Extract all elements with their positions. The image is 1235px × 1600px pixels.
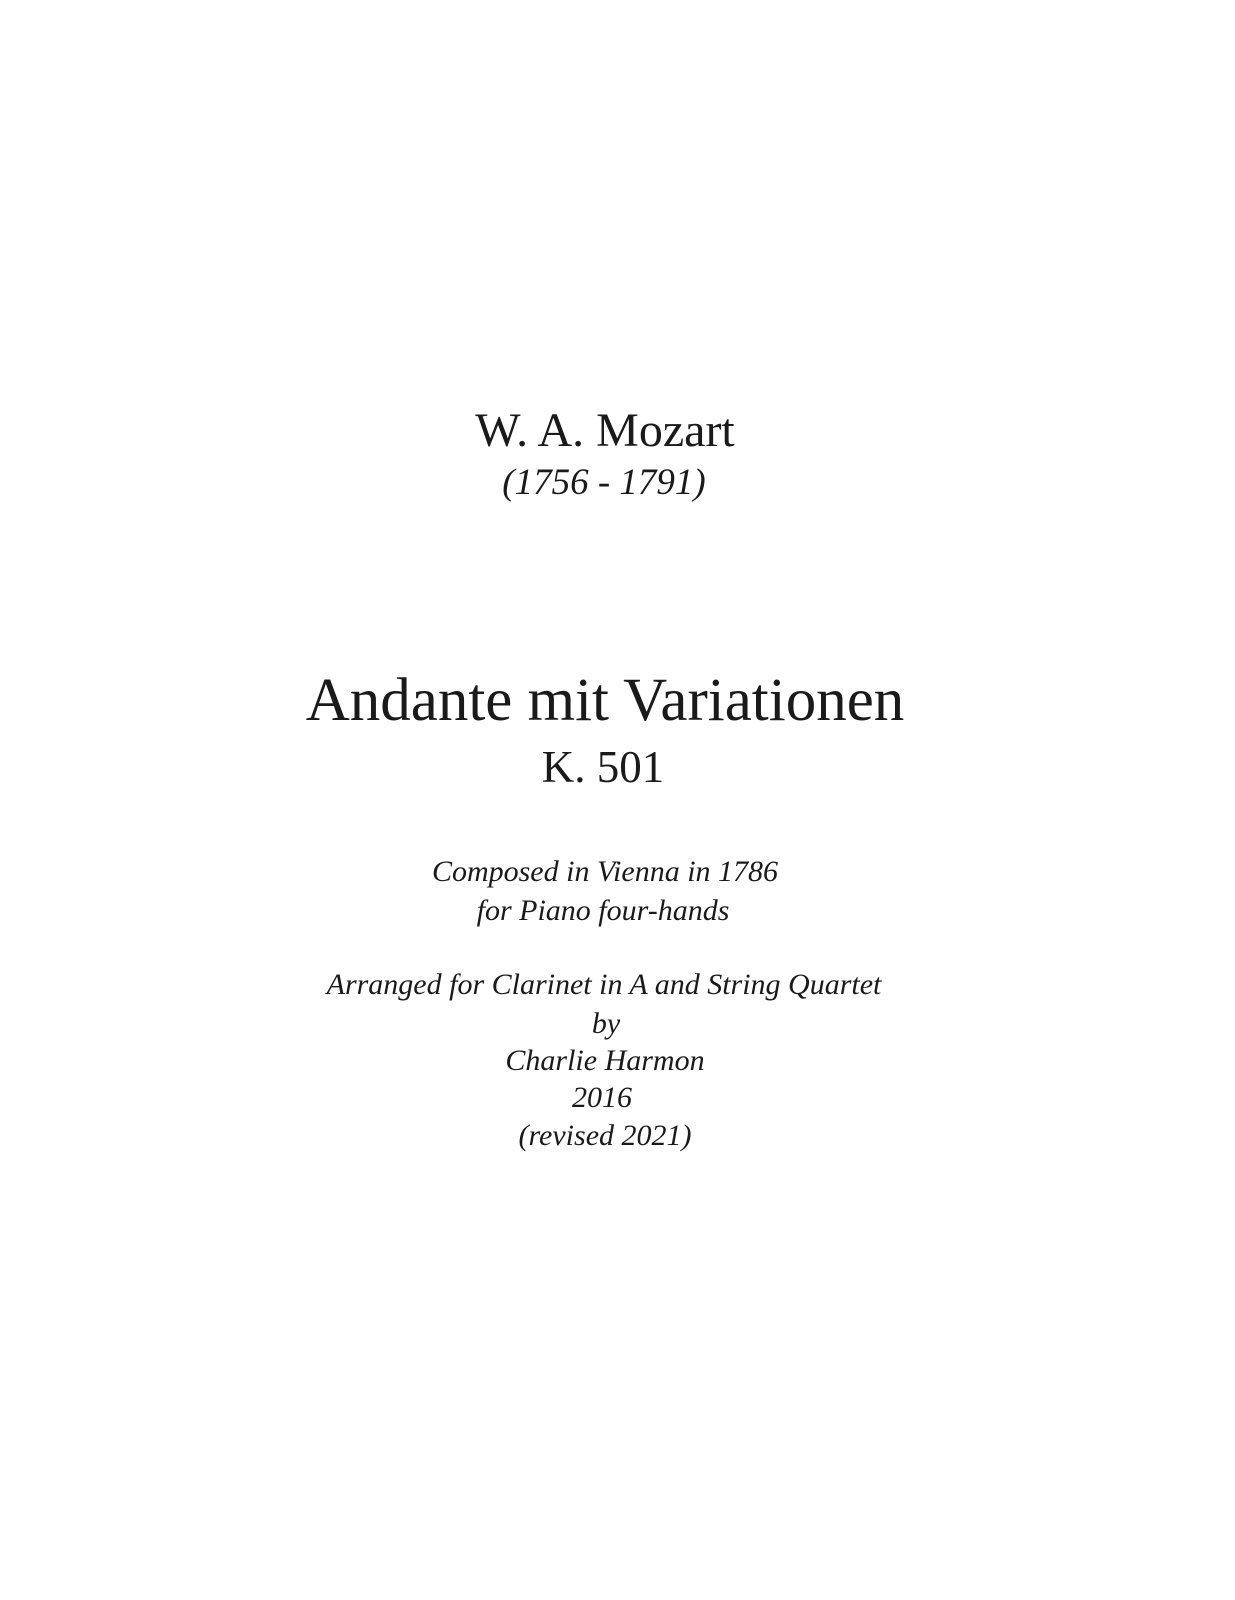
catalog-number: K. 501 — [541, 742, 665, 792]
arrangement-description: Arranged for Clarinet in A and String Quartet — [326, 968, 882, 1001]
work-title: Andante mit Variationen — [305, 667, 905, 734]
arranger-by: by — [591, 1007, 621, 1040]
arranger-name: Charlie Harmon — [505, 1044, 705, 1077]
composer-name: W. A. Mozart — [475, 404, 735, 457]
composer-dates: (1756 - 1791) — [502, 462, 706, 503]
composition-note-line1: Composed in Vienna in 1786 — [431, 855, 779, 888]
revision-note: (revised 2021) — [518, 1119, 692, 1152]
arrangement-year: 2016 — [572, 1081, 632, 1114]
composition-note-line2: for Piano four-hands — [476, 894, 730, 927]
